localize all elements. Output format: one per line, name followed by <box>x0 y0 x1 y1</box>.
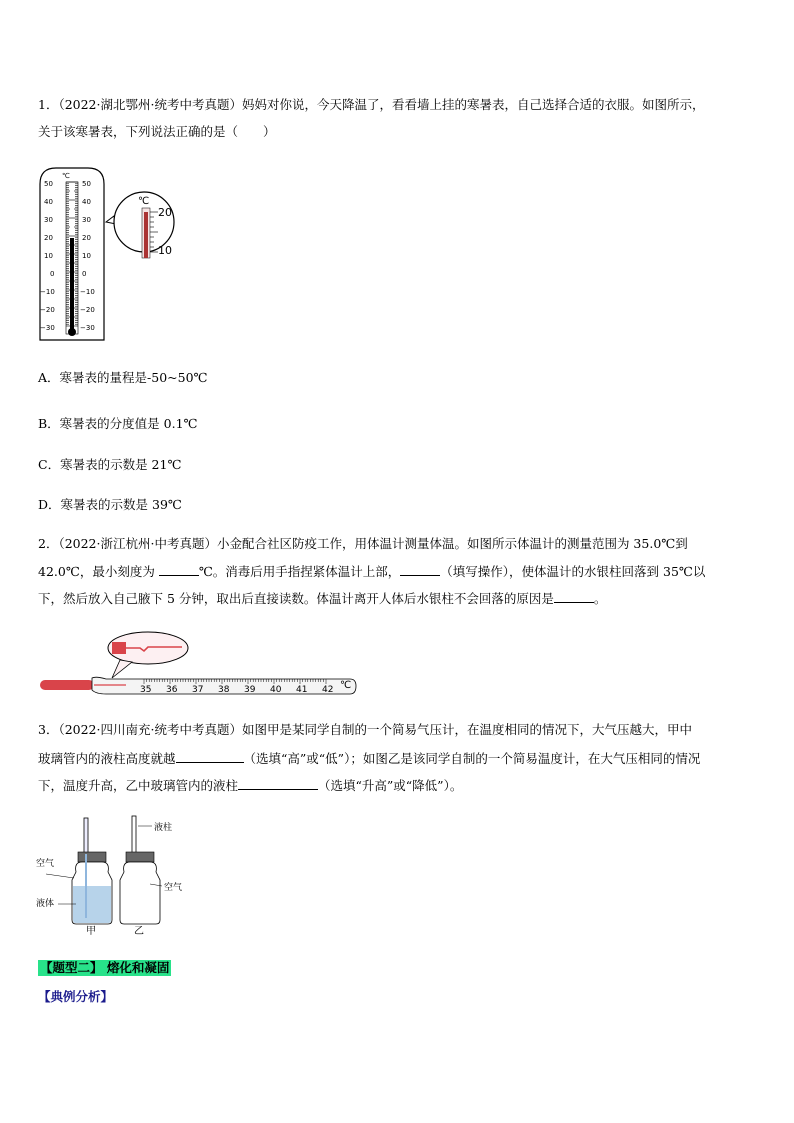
q1-right-scale-label: 0 <box>82 270 87 278</box>
q3-bottles-figure <box>34 814 204 938</box>
q3-label-liquid: 液体 <box>36 899 55 909</box>
section-subtitle: 【典例分析】 <box>38 989 114 1004</box>
q3-text-yi: （选填“高”或“低”）；如图乙是该同学自制的一个简易温度计，在大气压相同的情况 <box>243 751 701 766</box>
q1-left-scale-label: 10 <box>44 252 53 260</box>
q2-stem-line2 <box>38 563 705 580</box>
q2-scale-label: 38 <box>218 685 230 695</box>
q3-label-column: 液柱 <box>154 823 173 833</box>
q3-text-height: 玻璃管内的液柱高度就越 <box>38 751 176 766</box>
q2-stem-line3 <box>38 590 606 607</box>
q1-left-scale-label: 50 <box>44 180 53 188</box>
q2-text-range: 42.0℃，最小刻度为 <box>38 564 155 579</box>
q1-right-scale-label: 30 <box>82 216 91 224</box>
q3-label-jia: 甲 <box>86 926 96 937</box>
q1-right-scale-label: −10 <box>80 288 95 296</box>
q3-label-air-right: 空气 <box>164 883 183 893</box>
q1-left-scale-label: −30 <box>40 324 55 332</box>
q3-stem-line1: 3．（2022·四川南充·统考中考真题）如图甲是某同学自制的一个简易气压计，在温度相同的情况下，大气压越大，甲中 <box>38 722 692 737</box>
q1-unit-label: ℃ <box>62 172 70 180</box>
q1-right-scale-label: 10 <box>82 252 91 260</box>
q1-option-c[interactable]: C．寒暑表的示数是 21℃ <box>38 457 182 472</box>
q2-scale-label: 41 <box>296 685 308 695</box>
q1-left-scale-label: 20 <box>44 234 53 242</box>
q2-blank-min-scale[interactable] <box>159 563 199 576</box>
q2-text-reason: 下，然后放入自己腋下 5 分钟，取出后直接读数。体温计离开人体后水银柱不会回落的原因是 <box>38 591 554 606</box>
q2-scale-label: 42 <box>322 685 334 695</box>
q1-right-scale-label: 40 <box>82 198 91 206</box>
q1-left-scale-label: −20 <box>40 306 55 314</box>
q1-left-scale-label: 40 <box>44 198 53 206</box>
q3-text-choice: （选填“升高”或“降低”）。 <box>318 778 463 793</box>
q2-scale-label: 35 <box>140 685 152 695</box>
q3-blank-height[interactable] <box>176 750 244 763</box>
q1-right-scale-label: −20 <box>80 306 95 314</box>
q2-text-return: （填写操作），使体温计的水银柱回落到 35℃以 <box>440 564 706 579</box>
q2-blank-reason[interactable] <box>554 590 594 603</box>
q2-text-disinfect: ℃。消毒后用手指捏紧体温计上部， <box>198 564 401 579</box>
q1-option-d[interactable]: D．寒暑表的示数是 39℃ <box>38 497 182 512</box>
q1-right-scale-label: −30 <box>80 324 95 332</box>
q3-label-air-left: 空气 <box>36 859 55 869</box>
q1-left-scale-label: 30 <box>44 216 53 224</box>
q1-left-scale-label: 0 <box>50 270 55 278</box>
section-title: 【题型二】 熔化和凝固 <box>40 960 170 975</box>
q1-left-scale-label: −10 <box>40 288 55 296</box>
q3-text-temp: 下，温度升高，乙中玻璃管内的液柱 <box>38 778 239 793</box>
q1-option-b[interactable]: B．寒暑表的分度值是 0.1℃ <box>38 416 198 431</box>
q1-zoom-label-10: 10 <box>158 244 172 257</box>
q1-zoom-unit: ℃ <box>138 196 150 207</box>
q2-scale-label: 37 <box>192 685 204 695</box>
q3-blank-column[interactable] <box>238 777 318 790</box>
q3-stem-line2 <box>38 750 700 767</box>
q1-right-scale-label: 50 <box>82 180 91 188</box>
q3-stem-line3 <box>38 777 462 794</box>
q1-right-scale-label: 20 <box>82 234 91 242</box>
q1-stem-line2: 关于该寒暑表，下列说法正确的是（ ） <box>38 124 276 139</box>
q2-clinical-thermometer-figure <box>36 628 366 702</box>
q2-blank-operation[interactable] <box>400 563 440 576</box>
q2-scale-label: 40 <box>270 685 282 695</box>
q1-stem-line1: 1．（2022·湖北鄂州·统考中考真题）妈妈对你说，今天降温了，看看墙上挂的寒暑表，自己选择合适的衣服。如图所示， <box>38 97 705 112</box>
q2-scale-label: 39 <box>244 685 256 695</box>
q2-stem-line1: 2．（2022·浙江杭州·中考真题）小金配合社区防疫工作，用体温计测量体温。如图所示体温计的测量范围为 35.0℃到 <box>38 536 688 551</box>
q2-unit-label: ℃ <box>340 680 352 691</box>
q1-option-a[interactable]: A．寒暑表的量程是-50~50℃ <box>38 370 208 385</box>
q2-text-end: 。 <box>593 591 607 606</box>
q1-thermometer-figure <box>36 164 176 344</box>
q1-zoom-label-20: 20 <box>158 206 172 219</box>
q3-label-yi: 乙 <box>134 926 144 937</box>
q2-scale-label: 36 <box>166 685 178 695</box>
